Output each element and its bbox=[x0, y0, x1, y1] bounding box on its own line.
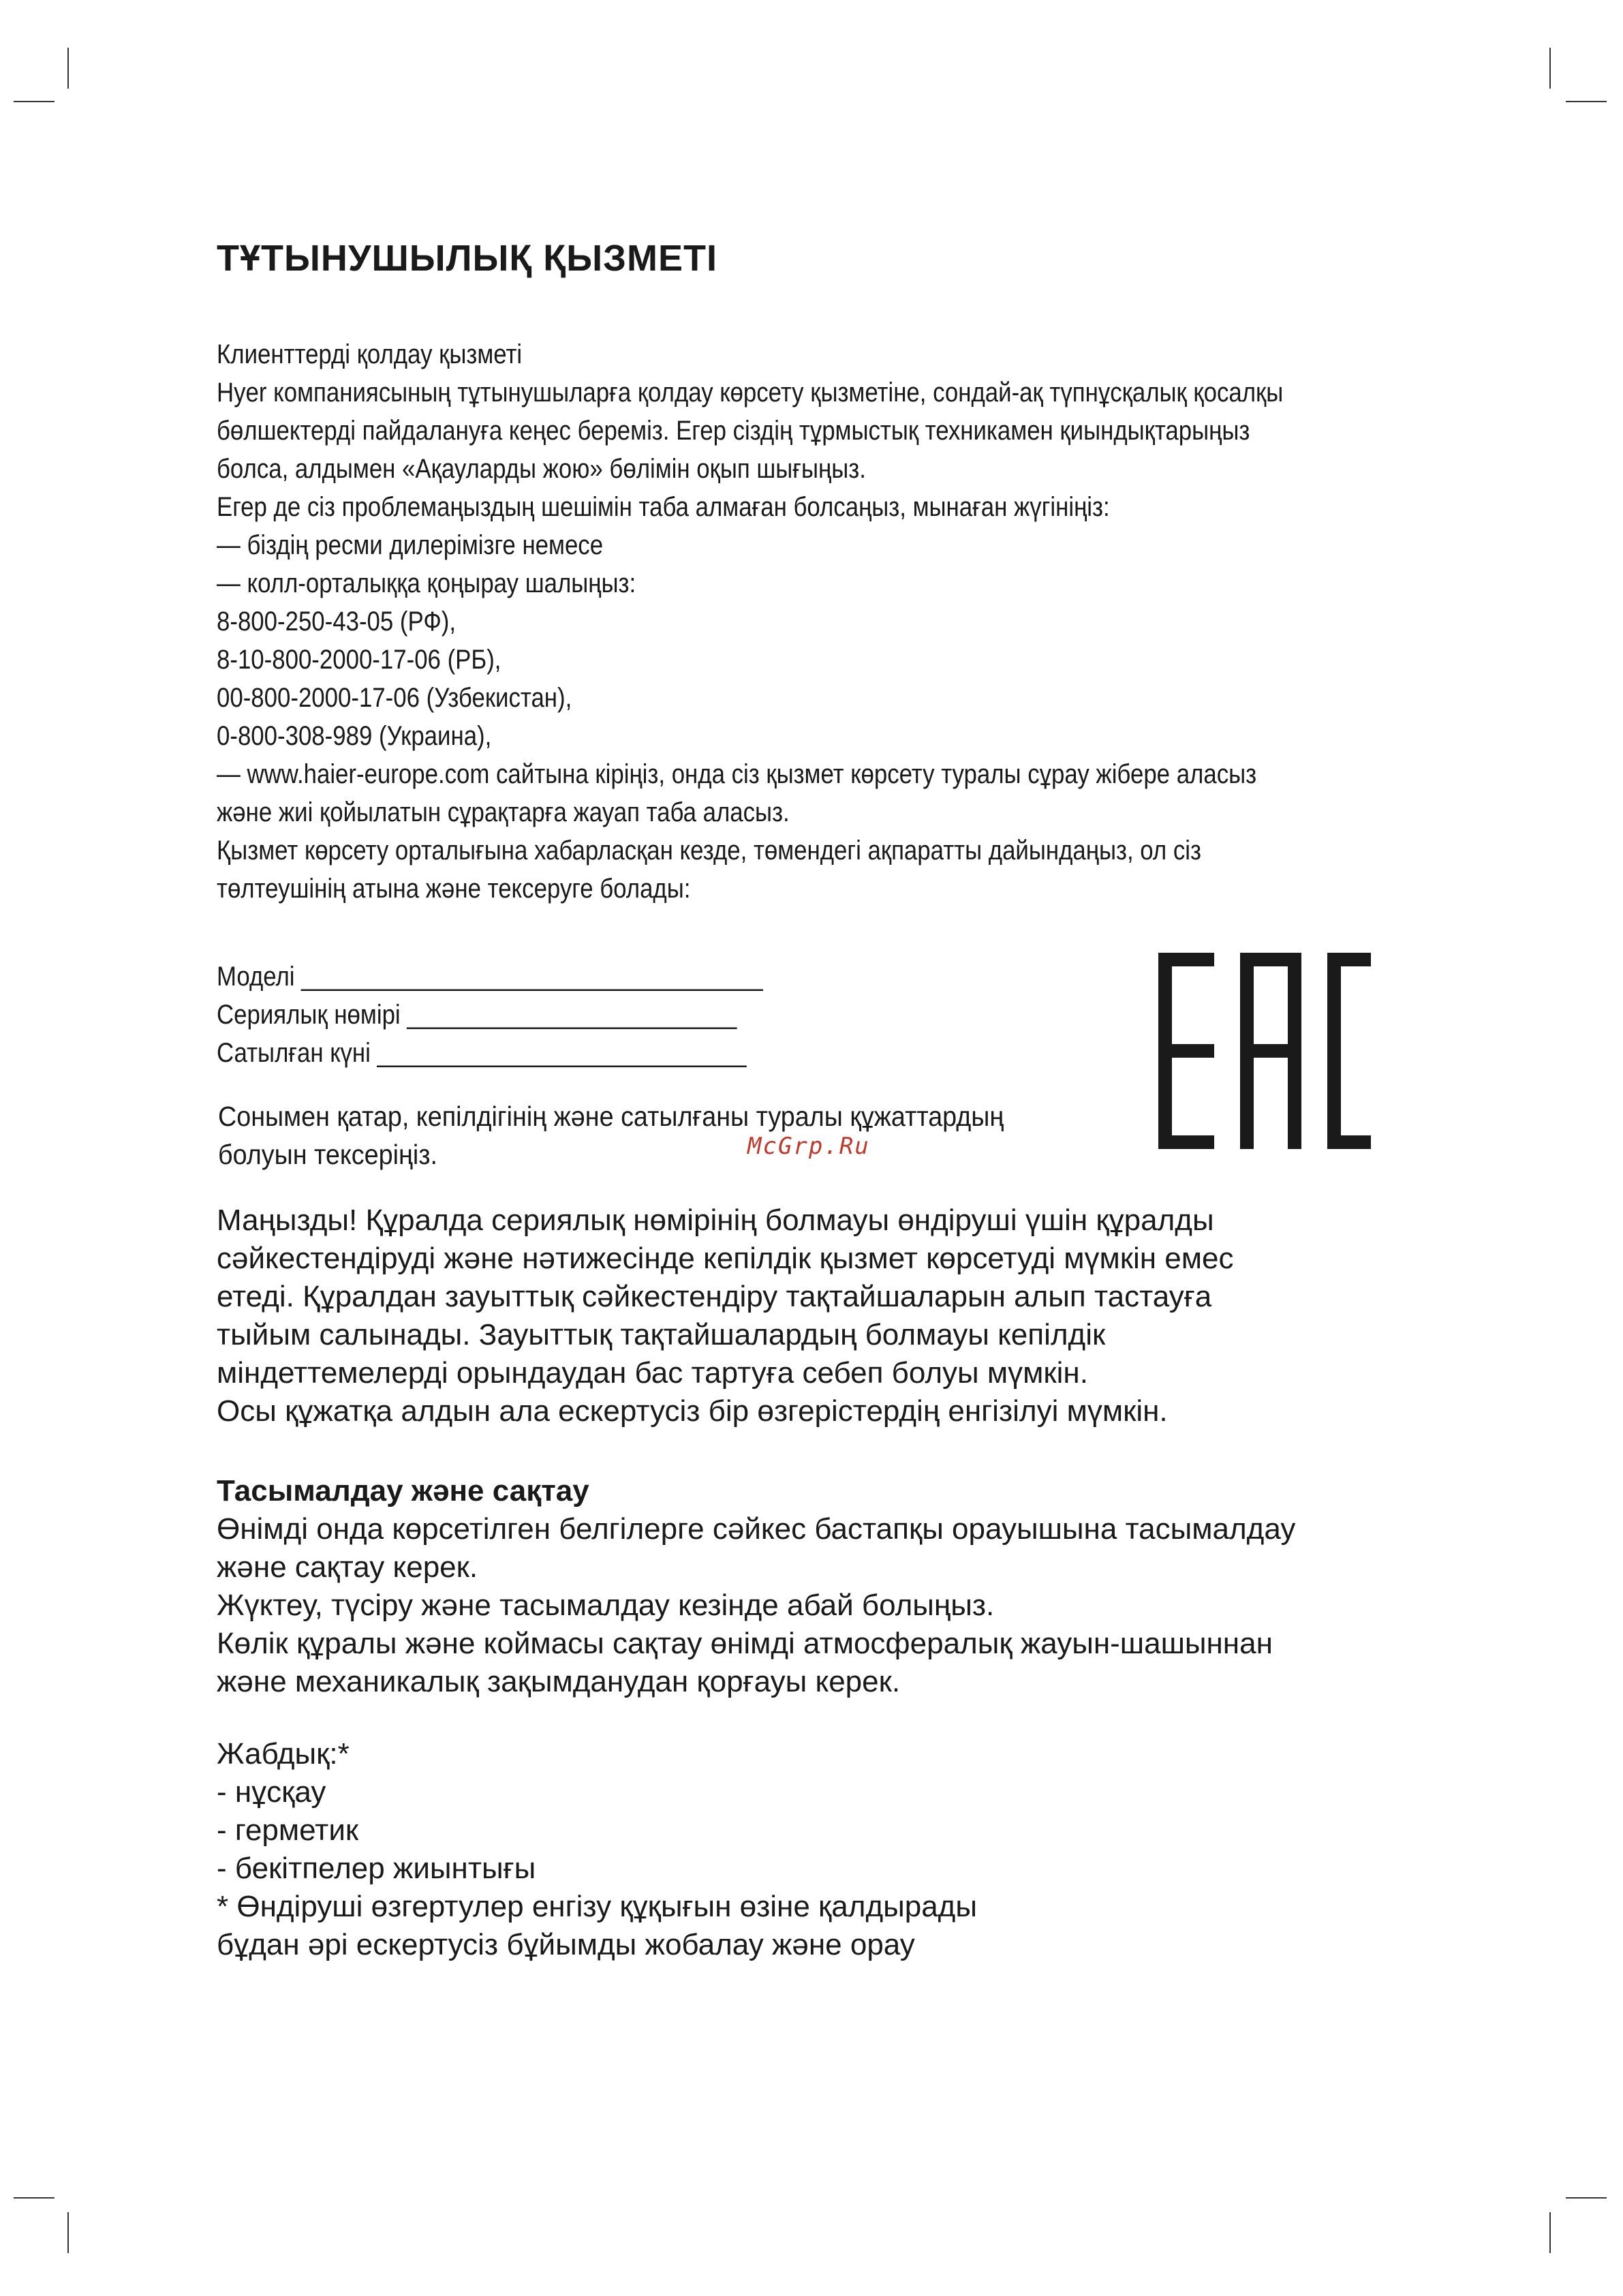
support-line: Қызмет көрсету орталығына хабарласқан кезде, төмендегі ақпаратты дайындаңыз, ол сіз bbox=[217, 836, 1201, 866]
model-field: Моделі ___________________________________ bbox=[217, 962, 763, 992]
important-section bbox=[217, 1201, 1511, 1430]
phone-line: 00-800-2000-17-06 (Узбекистан), bbox=[217, 683, 572, 713]
crop-mark bbox=[67, 48, 69, 89]
crop-mark bbox=[1549, 48, 1551, 89]
important-line: сәйкестендіруді және нәтижесінде кепілдік қызмет көрсетуді мүмкін емес bbox=[217, 1242, 1234, 1275]
crop-mark bbox=[67, 2212, 69, 2253]
eac-mark-icon bbox=[1158, 953, 1371, 1149]
kit-note: * Өндіруші өзгертулер енгізу құқығын өзіне қалдырады bbox=[217, 1890, 977, 1923]
transport-line: Өнімді онда көрсетілген белгілерге сәйкес бастапқы орауышына тасымалдау bbox=[217, 1512, 1296, 1546]
crop-mark bbox=[1566, 101, 1607, 102]
note-line: болуын тексеріңіз. bbox=[218, 1139, 437, 1170]
support-line: — біздің ресми дилерімізге немесе bbox=[217, 530, 604, 560]
support-line: — колл-орталыққа қоңырау шалыңыз: bbox=[217, 568, 636, 598]
support-line: болса, алдымен «Ақауларды жою» бөлімін оқып шығыңыз. bbox=[217, 454, 866, 484]
date-field: Сатылған күні ____________________________ bbox=[217, 1038, 747, 1068]
serial-field: Сериялық нөмірі _________________________ bbox=[217, 1000, 737, 1030]
watermark: McGrp.Ru bbox=[747, 1133, 870, 1160]
transport-line: және сақтау керек. bbox=[217, 1550, 478, 1584]
important-line: міндеттемелерді орындаудан бас тартуға себеп болуы мүмкін. bbox=[217, 1356, 1088, 1390]
important-line: Маңызды! Құралда сериялық нөмірінің болмауы өндіруші үшін құралды bbox=[217, 1204, 1214, 1237]
support-line: төлтеушінің атына және тексеруге болады: bbox=[217, 874, 691, 904]
note-line: Сонымен қатар, кепілдігінің және сатылғаны туралы құжаттардың bbox=[218, 1101, 1004, 1132]
crop-mark bbox=[1549, 2212, 1551, 2253]
kit-item: - бекітпелер жиынтығы bbox=[217, 1852, 536, 1885]
phone-line: 8-10-800-2000-17-06 (РБ), bbox=[217, 645, 501, 675]
kit-section bbox=[217, 1735, 1511, 1964]
support-line: және жиі қойылатын сұрақтарға жауап таба аласыз. bbox=[217, 797, 790, 827]
transport-section bbox=[217, 1472, 1511, 1701]
support-line: бөлшектерді пайдалануға кеңес береміз. Егер сіздің тұрмыстық техникамен қиындықтарыңыз bbox=[217, 416, 1250, 446]
transport-line: Көлік құралы және коймасы сақтау өнімді атмосфералық жауын-шашыннан bbox=[217, 1627, 1273, 1660]
transport-line: және механикалық зақымданудан қорғауы керек. bbox=[217, 1665, 901, 1698]
page-title: ТҰТЫНУШЫЛЫҚ ҚЫЗМЕТІ bbox=[217, 238, 717, 279]
crop-mark bbox=[14, 101, 55, 102]
section-heading: Жабдық:* bbox=[217, 1737, 350, 1771]
website-line: — www.haier-europe.com сайтына кіріңіз, онда сіз қызмет көрсету туралы сұрау жібере аласыз bbox=[217, 759, 1257, 789]
transport-line: Жүктеу, түсіру және тасымалдау кезінде абай болыңыз. bbox=[217, 1589, 995, 1622]
documents-note bbox=[218, 1097, 1004, 1174]
kit-note: бұдан әрі ескертусіз бұйымды жобалау және орау bbox=[217, 1928, 915, 1961]
important-line: етеді. Құралдан зауыттық сәйкестендіру тақтайшаларын алып тастауға bbox=[217, 1280, 1212, 1313]
kit-item: - нұсқау bbox=[217, 1775, 326, 1809]
phone-line: 8-800-250-43-05 (РФ), bbox=[217, 607, 457, 637]
product-fields bbox=[217, 958, 763, 1072]
important-line: Осы құжатқа алдын ала ескертусіз бір өзгерістердің енгізілуі мүмкін. bbox=[217, 1394, 1168, 1428]
support-section bbox=[217, 335, 1283, 908]
section-heading: Тасымалдау және сақтау bbox=[217, 1474, 589, 1507]
phone-line: 0-800-308-989 (Украина), bbox=[217, 721, 492, 751]
support-line: Клиенттерді қолдау қызметі bbox=[217, 339, 523, 369]
important-line: тыйым салынады. Зауыттық тақтайшалардың болмауы кепілдік bbox=[217, 1318, 1106, 1351]
crop-mark bbox=[1566, 2197, 1607, 2199]
crop-mark bbox=[14, 2197, 55, 2199]
support-line: Егер де сіз проблемаңыздың шешімін таба алмаған болсаңыз, мынаған жүгініңіз: bbox=[217, 492, 1110, 522]
kit-item: - герметик bbox=[217, 1813, 359, 1847]
support-line: Hyer компаниясының тұтынушыларға қолдау көрсету қызметіне, сондай-ақ түпнұсқалық қосалқы bbox=[217, 378, 1284, 408]
